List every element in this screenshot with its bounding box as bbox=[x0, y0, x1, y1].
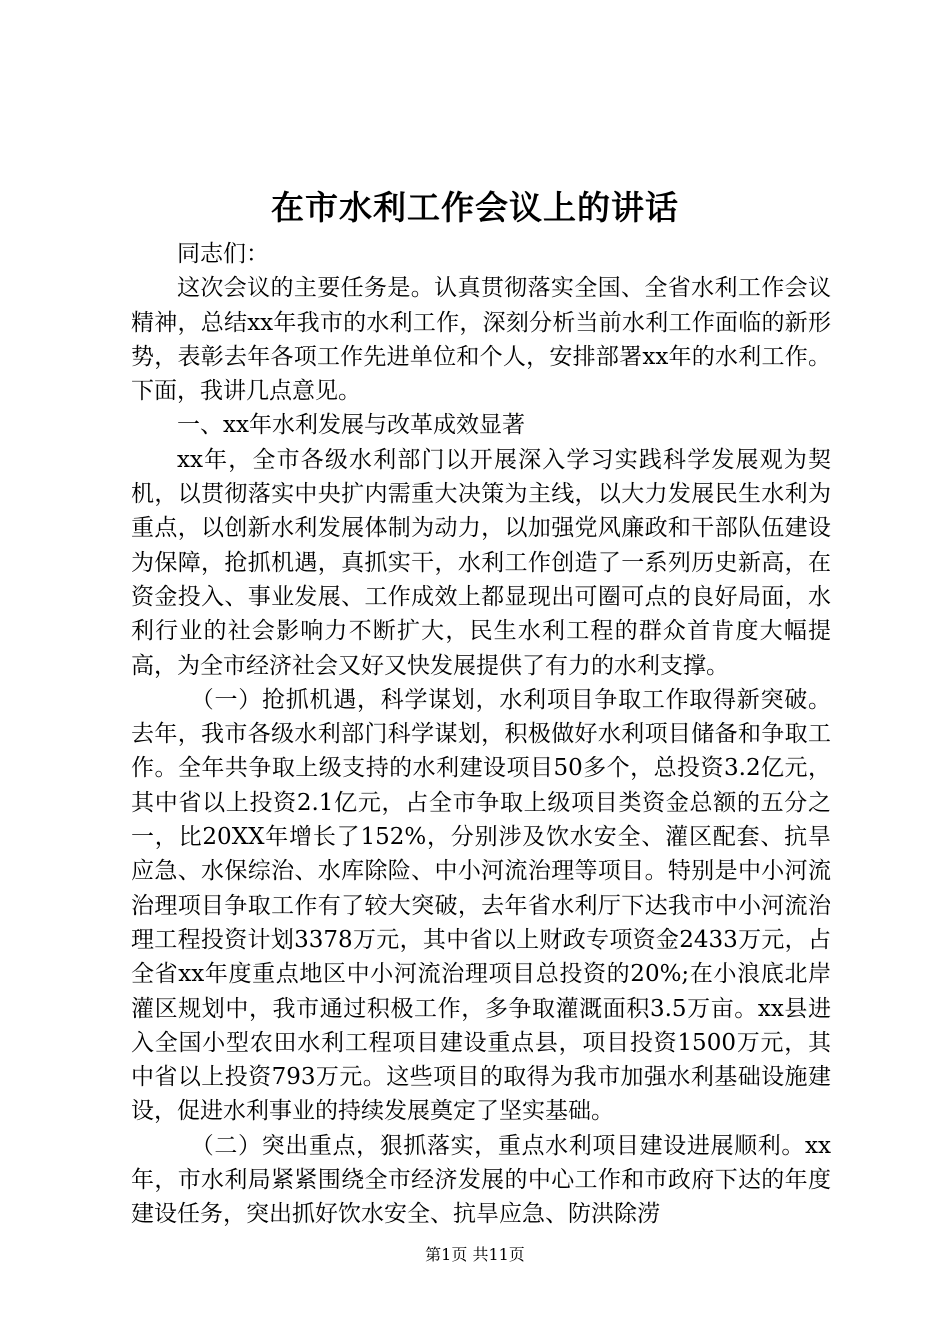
paragraph-overview: xx年，全市各级水利部门以开展深入学习实践科学发展观为契机，以贯彻落实中央扩内需重大决策为主线，以大力发展民生水利为重点，以创新水利发展体制为动力，以加强党风廉政和干部队伍建设为保障，抢抓机遇，真抓实干，水利工作创造了一系列历史新高，在资金投入、事业发展、工作成效上都显现出可圈可点的良好局面，水利行业的社会影响力不断扩大，民生水利工程的群众首肯度大幅提高，为全市经济社会又好又快发展提供了有力的水利支撑。 bbox=[131, 446, 831, 679]
section-heading: 一、xx年水利发展与改革成效显著 bbox=[177, 412, 525, 439]
paragraph-subsection-1: （一）抢抓机遇，科学谋划，水利项目争取工作取得新突破。去年，我市各级水利部门科学谋划，积极做好水利项目储备和争取工作。全年共争取上级支持的水利建设项目50多个，总投资3.2亿元，其中省以上投资2.1亿元，占全市争取上级项目类资金总额的五分之一，比20XX年增长了152%，分别涉及饮水安全、灌区配套、抗旱应急、水保综治、水库除险、中小河流治理等项目。特别是中小河流治理项目争取工作有了较大突破，去年省水利厅下达我市中小河流治理工程投资计划3378万元，其中省以上财政专项资金2433万元，占全省xx年度重点地区中小河流治理项目总投资的20%;在小浪底北岸灌区规划中，我市通过积极工作，多争取灌溉面积3.5万亩。xx县进入全国小型农田水利工程项目建设重点县，项目投资1500万元，其中省以上投资793万元。这些项目的取得为我市加强水利基础设施建设，促进水利事业的持续发展奠定了坚实基础。 bbox=[131, 686, 831, 1125]
paragraph-intro: 这次会议的主要任务是。认真贯彻落实全国、全省水利工作会议精神，总结xx年我市的水利工作，深刻分析当前水利工作面临的新形势，表彰去年各项工作先进单位和个人，安排部署xx年的水利工作。下面，我讲几点意见。 bbox=[131, 275, 831, 405]
paragraph-subsection-2: （二）突出重点，狠抓落实，重点水利项目建设进展顺利。xx年，市水利局紧紧围绕全市经济发展的中心工作和市政府下达的年度建设任务，突出抓好饮水安全、抗旱应急、防洪除涝 bbox=[131, 1132, 831, 1228]
document-body bbox=[131, 237, 831, 1232]
salutation: 同志们： bbox=[177, 241, 269, 267]
page-footer: 第1页 共11页 bbox=[425, 1245, 525, 1264]
document-title: 在市水利工作会议上的讲话 bbox=[271, 188, 679, 227]
